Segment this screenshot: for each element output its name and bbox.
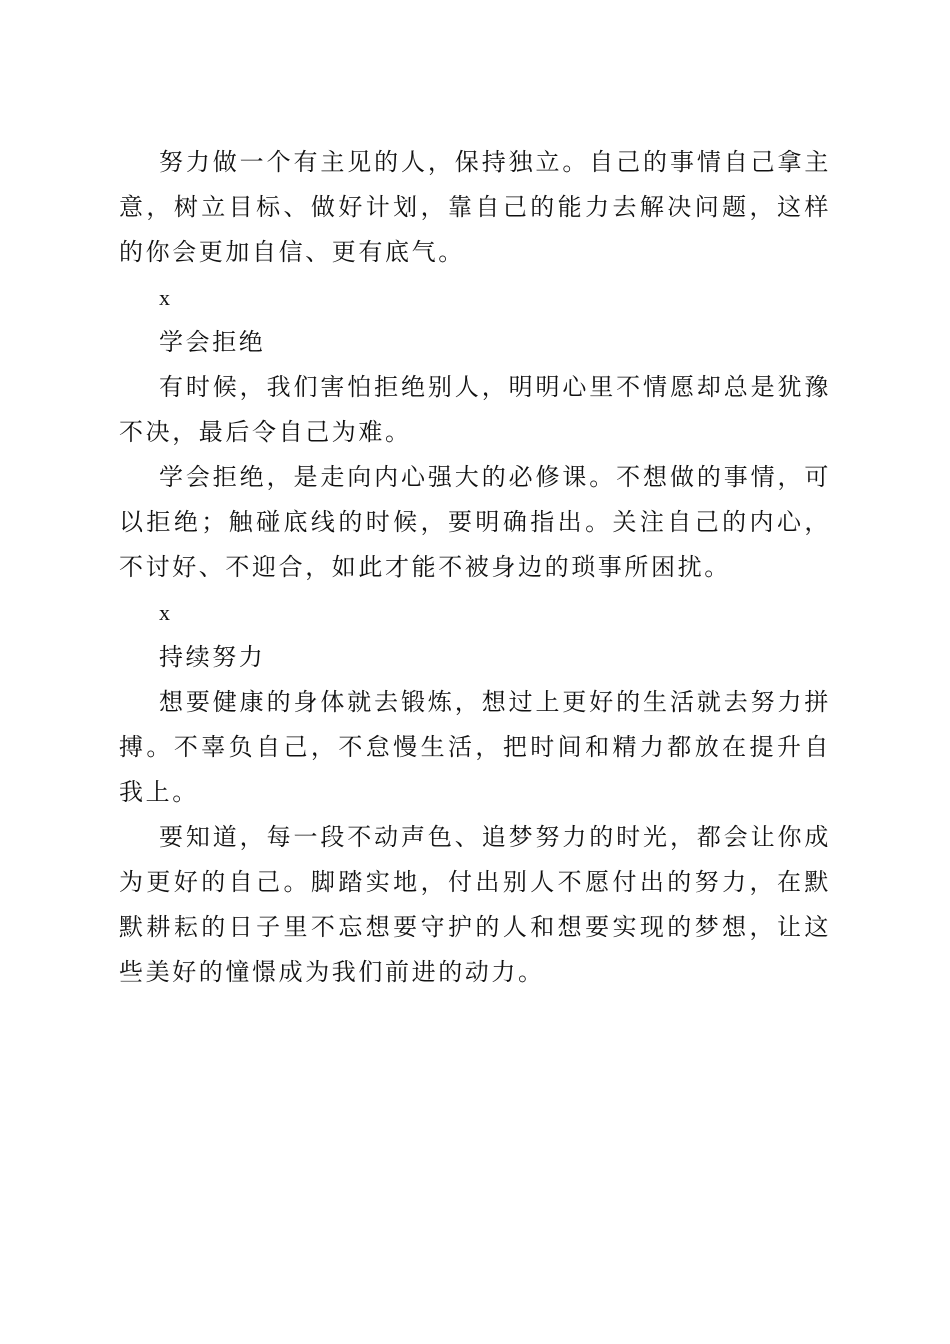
section-separator: x [159, 285, 170, 310]
paragraph-chasing-dreams: 要知道，每一段不动声色、追梦努力的时光，都会让你成为更好的自己。脚踏实地，付出别人不愿付出的努力，在默默耕耘的日子里不忘想要守护的人和想要实现的梦想，让这些美好的憧憬成为我们前进的动力。 [119, 823, 831, 986]
paragraph-fear-of-refusing: 有时候，我们害怕拒绝别人，明明心里不情愿却总是犹豫不决，最后令自己为难。 [119, 373, 831, 446]
paragraph-healthy-life: 想要健康的身体就去锻炼，想过上更好的生活就去努力拼搏。不辜负自己，不怠慢生活，把时间和精力都放在提升自我上。 [119, 688, 831, 806]
section-heading-keep-striving: 持续努力 [159, 643, 266, 671]
paragraph-independence: 努力做一个有主见的人，保持独立。自己的事情自己拿主意，树立目标、做好计划，靠自己的能力去解决问题，这样的你会更加自信、更有底气。 [119, 148, 831, 266]
paragraph-refusal-lesson: 学会拒绝，是走向内心强大的必修课。不想做的事情，可以拒绝；触碰底线的时候，要明确指出。关注自己的内心，不讨好、不迎合，如此才能不被身边的琐事所困扰。 [119, 463, 831, 581]
document-body [119, 140, 831, 995]
section-separator: x [159, 600, 170, 625]
section-heading-learn-to-refuse: 学会拒绝 [159, 328, 266, 356]
